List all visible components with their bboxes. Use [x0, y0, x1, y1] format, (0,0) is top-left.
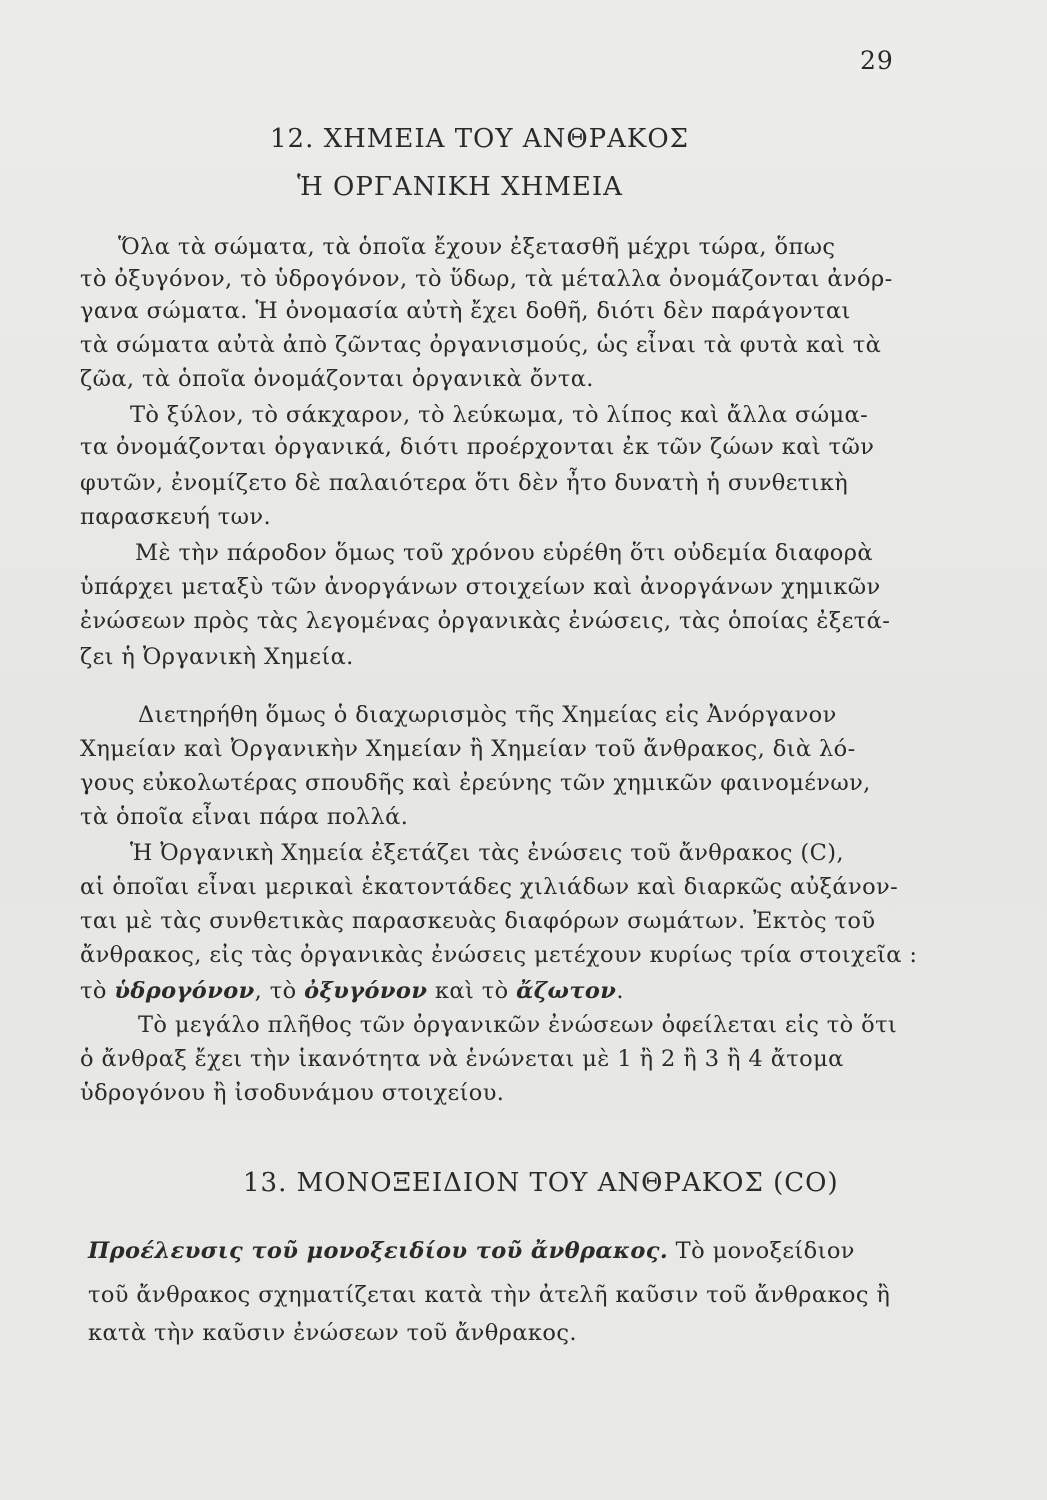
body-line: Χημείαν καὶ Ὀργανικὴν Χημείαν ἢ Χημείαν τοῦ ἄνθρακος, διὰ λό- — [80, 736, 856, 762]
term-oxygen: ὀξυγόνον — [304, 978, 428, 1004]
body-line: ὑπάρχει μεταξὺ τῶν ἀνοργάνων στοιχείων καὶ ἀνοργάνων χημικῶν — [80, 574, 881, 600]
page-number: 29 — [860, 46, 894, 75]
body-line: ἐνώσεων πρὸς τὰς λεγομένας ὀργανικὰς ἐνώσεις, τὰς ὁποίας ἐξετά- — [80, 608, 891, 634]
section-12-subtitle: Ἡ ΟΡΓΑΝΙΚΗ ΧΗΜΕΙΑ — [297, 172, 623, 202]
body-line: Διετηρήθη ὅμως ὁ διαχωρισμὸς τῆς Χημείας εἰς Ἀνόργανον — [138, 702, 837, 728]
body-line: γους εὐκολωτέρας σπουδῆς καὶ ἐρεύνης τῶν χημικῶν φαινομένων, — [80, 770, 871, 796]
body-line: Μὲ τὴν πάροδον ὅμως τοῦ χρόνου εὑρέθη ὅτι οὐδεμία διαφορὰ — [135, 540, 873, 566]
body-line: ται μὲ τὰς συνθετικὰς παρασκευὰς διαφόρων σωμάτων. Ἐκτὸς τοῦ — [80, 908, 876, 934]
origin-heading: Προέλευσις τοῦ μονοξειδίου τοῦ ἄνθρακος. — [88, 1238, 669, 1264]
section-12-title: 12. ΧΗΜΕΙΑ ΤΟΥ ΑΝΘΡΑΚΟΣ — [270, 124, 690, 154]
body-line: ὑδρογόνου ἢ ἰσοδυνάμου στοιχείου. — [80, 1080, 505, 1106]
body-line: ὁ ἄνθραξ ἔχει τὴν ἱκανότητα νὰ ἑνώνεται μὲ 1 ἢ 2 ἢ 3 ἢ 4 ἄτομα — [80, 1046, 844, 1072]
body-line: Ἡ Ὀργανικὴ Χημεία ἐξετάζει τὰς ἐνώσεις τοῦ ἄνθρακος (C), — [130, 840, 844, 866]
body-line: κατὰ τὴν καῦσιν ἐνώσεων τοῦ ἄνθρακος. — [88, 1320, 577, 1346]
body-line: ἄνθρακος, εἰς τὰς ὀργανικὰς ἐνώσεις μετέχουν κυρίως τρία στοιχεῖα : — [80, 942, 918, 968]
term-hydrogen: ὑδρογόνον — [114, 978, 255, 1004]
body-line: Ὅλα τὰ σώματα, τὰ ὁποῖα ἔχουν ἐξετασθῆ μέχρι τώρα, ὅπως — [118, 234, 836, 260]
body-line: παρασκευή των. — [80, 504, 272, 530]
body-line: ζει ἡ Ὀργανικὴ Χημεία. — [80, 644, 354, 670]
section-13-title: 13. ΜΟΝΟΞΕΙΔΙΟΝ ΤΟΥ ΑΝΘΡΑΚΟΣ (CO) — [243, 1168, 839, 1198]
term-nitrogen: ἄζωτον — [516, 978, 617, 1004]
body-line: τὰ ὁποῖα εἶναι πάρα πολλά. — [80, 804, 409, 830]
body-line: γανα σώματα. Ἡ ὀνομασία αὐτὴ ἔχει δοθῆ, διότι δὲν παράγονται — [80, 298, 851, 324]
body-line: τοῦ ἄνθρακος σχηματίζεται κατὰ τὴν ἀτελῆ καῦσιν τοῦ ἄνθρακος ἢ — [88, 1282, 891, 1308]
body-line: ζῶα, τὰ ὁποῖα ὀνομάζονται ὀργανικὰ ὄντα. — [80, 366, 594, 392]
body-line: αἱ ὁποῖαι εἶναι μερικαὶ ἑκατοντάδες χιλιάδων καὶ διαρκῶς αὐξάνον- — [80, 874, 899, 900]
body-line: Τὸ ξύλον, τὸ σάκχαρον, τὸ λεύκωμα, τὸ λίπος καὶ ἄλλα σώμα- — [130, 402, 869, 428]
origin-line: Προέλευσις τοῦ μονοξειδίου τοῦ ἄνθρακος. Τὸ μονοξείδιον — [88, 1238, 855, 1264]
body-line: Τὸ μεγάλο πλῆθος τῶν ὀργανικῶν ἐνώσεων ὀφείλεται εἰς τὸ ὅτι — [138, 1012, 898, 1038]
body-line: τὸ ὀξυγόνον, τὸ ὑδρογόνον, τὸ ὕδωρ, τὰ μέταλλα ὀνομάζονται ἀνόρ- — [80, 266, 893, 292]
body-line: τὰ σώματα αὐτὰ ἀπὸ ζῶντας ὀργανισμούς, ὡς εἶναι τὰ φυτὰ καὶ τὰ — [80, 332, 882, 358]
body-line: φυτῶν, ἐνομίζετο δὲ παλαιότερα ὅτι δὲν ἦτο δυνατὴ ἡ συνθετικὴ — [80, 470, 849, 496]
elements-line: τὸ ὑδρογόνον, τὸ ὀξυγόνον καὶ τὸ ἄζωτον. — [80, 978, 624, 1004]
body-line: τα ὀνομάζονται ὀργανικά, διότι προέρχονται ἐκ τῶν ζώων καὶ τῶν — [80, 434, 875, 460]
